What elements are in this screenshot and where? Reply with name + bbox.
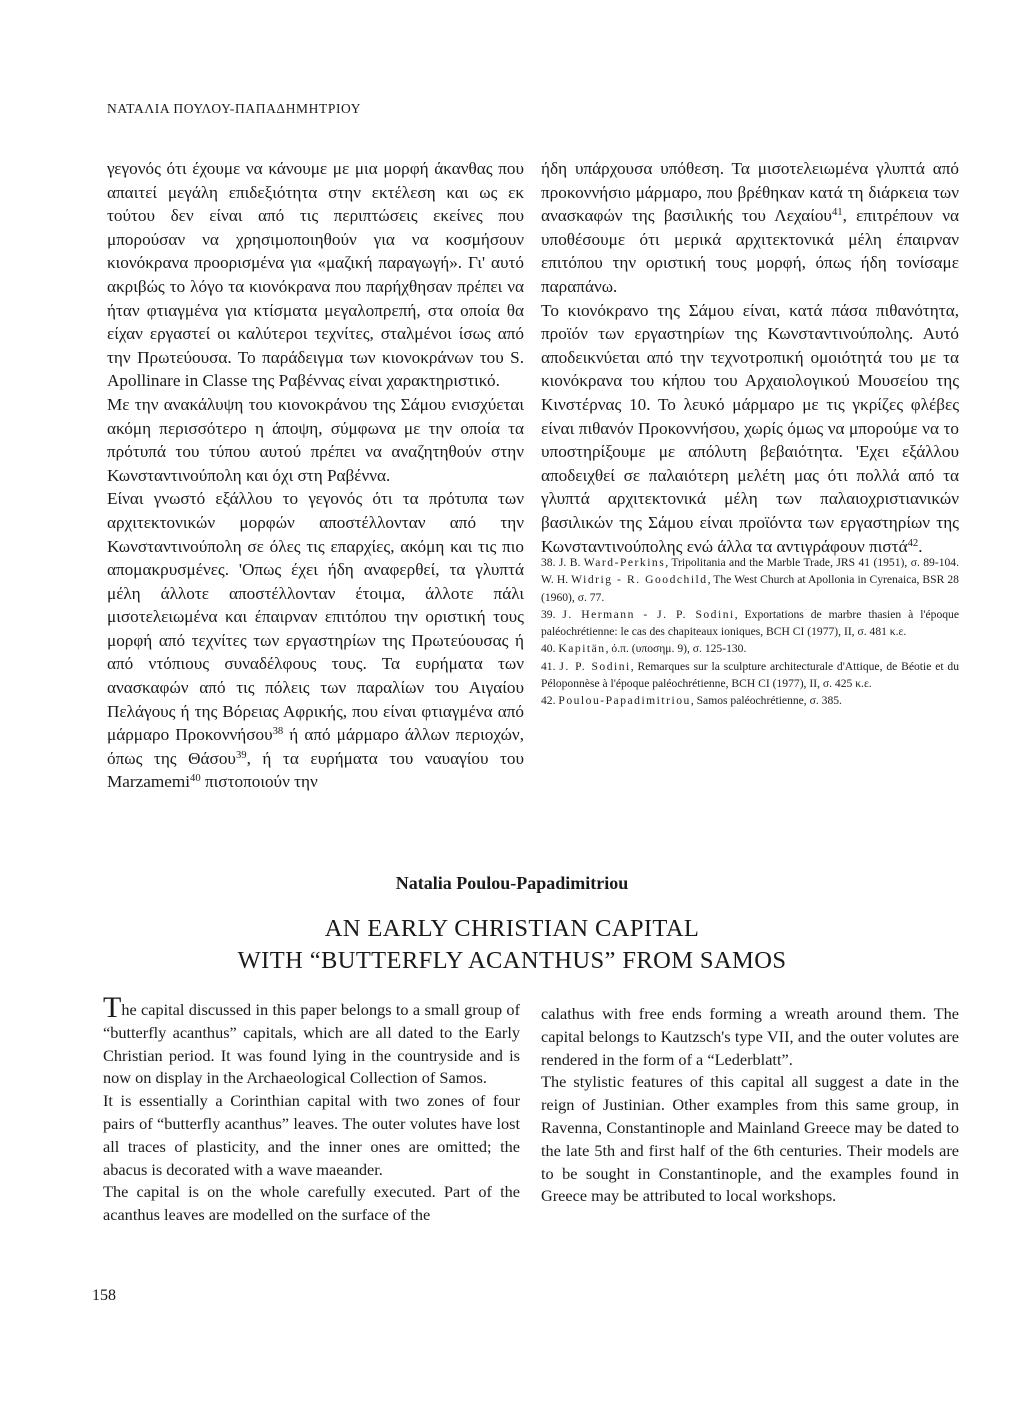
footnote-author: J. P. Sodini <box>559 659 631 673</box>
footnote-text: , Tripolitania and the Marble Trade, JRS 41 (1951), σ. 89-104. W. H. <box>541 556 959 587</box>
greek-paragraph <box>541 157 959 299</box>
greek-text-run: Το κιονόκρανο της Σάμου είναι, κατά πάσα πιθανότητα, προϊόν των εργαστηρίων της Κωνσταντινούπολης. Αυτό αποδεικνύεται από την τεχνοτροπική ομοιότητά του με τα κιονόκρανα του κήπου του Αρχαιολογικού Μουσείου της Κινστέρνας 10. Το λευκό μάρμαρο με τις γκρίζες φλέβες είναι πιθανόν Προκοννήσου, χωρίς όμως να μπορούμε να το υποστηρίξουμε με απόλυτη βεβαιότητα. 'Εχει εξάλλου αποδειχθεί σε παλαιότερη μελέτη μας ότι πολλά από τα γλυπτά αρχιτεκτονικά μέλη των παλαιοχριστιανικών βασιλικών της Σάμου είναι προϊόντα των εργαστηρίων της Κωνσταντινούπολης ενώ άλλα τα αντιγράφουν πιστά <box>541 300 959 556</box>
greek-text-run: ή από μάρμαρο άλλων περιοχών, όπως της Θάσου <box>107 725 525 768</box>
footnote-author: J. Hermann - J. P. Sodini <box>562 607 735 621</box>
greek-paragraph: γεγονός ότι έχουμε να κάνουμε με μια μορφή άκανθας που απαιτεί μεγάλη επιδεξιότητα στην εκτέλεση και ως εκ τούτου δεν είναι από τις περιπτώσεις εκείνες που μπορούσαν να χρησιμοποιηθούν για να κοσμήσουν κιονόκρανα προορισμένα για «μαζική παραγωγή». Γι' αυτό ακριβώς το λόγο τα κιονόκρανα που παρήχθησαν πρέπει να ήταν φτιαγμένα για κτίσματα μεγαλοπρεπή, στα οποία θα είχαν εργαστεί οι καλύτεροι τεχνίτες, σταλμένοι ίσως από την Πρωτεύουσα. Το παράδειγμα των κιονοκράνων του S. Apollinare in Classe της Ραβέννας είναι χαρακτηριστικό. <box>107 159 524 391</box>
footnote-author: Kapitän <box>558 642 606 656</box>
footnote-39 <box>541 606 959 641</box>
footnote-text: , Exportations de marbre thasien à l'époque paléochrétienne: le cas des chapiteaux ioniques, BCH CI (1977), II, σ. 481 κ.ε. <box>541 607 959 639</box>
english-paragraph <box>103 991 520 1090</box>
greek-paragraph <box>541 299 959 559</box>
greek-text-run: . <box>918 536 923 556</box>
english-text-run: he capital discussed in this paper belongs to a small group of “butterfly acanthus” capitals, which are all dated to the Early Christian period. It was found lying in the countryside and is now on display in the Archaeological Collection of Samos. <box>103 1000 520 1088</box>
greek-text-right-column <box>541 157 959 558</box>
english-summary-right-column <box>541 1003 959 1208</box>
footnote-number: 39. <box>541 607 563 621</box>
footnote-number: 41. <box>541 659 560 673</box>
english-paragraph: calathus with free ends forming a wreath around them. The capital belongs to Kautzsch's type VII, and the outer volutes are rendered in the form of a “Lederblatt”. <box>541 1004 959 1069</box>
footnote-text: , ό.π. (υποσημ. 9), σ. 125-130. <box>605 642 747 656</box>
greek-text-run: , επιτρέπουν να υποθέσουμε ότι μερικά αρχιτεκτονικά μέλη έπαιρναν επιτόπου την οριστική τους μορφή, όπως ήδη τονίσαμε παραπάνω. <box>541 206 959 296</box>
footnote-text: , Samos paléochrétienne, σ. 385. <box>690 694 842 708</box>
footnote-number: 38. J. B. <box>541 556 584 569</box>
english-paragraph: It is essentially a Corinthian capital with two zones of four pairs of “butterfly acanthus” leaves. The outer volutes have lost all traces of plasticity, and the inner ones are omitted; the abacus is decorated with a wave maeander. <box>103 1091 520 1179</box>
footnote-ref-39: 39 <box>235 749 247 761</box>
footnote-ref-41: 41 <box>831 207 843 219</box>
summary-author: Natalia Poulou-Papadimitriou <box>395 873 629 893</box>
footnote-41 <box>541 658 959 693</box>
footnote-42 <box>541 692 959 709</box>
footnote-40 <box>541 640 959 657</box>
page-number: 158 <box>92 1287 116 1304</box>
summary-title-line: AN EARLY CHRISTIAN CAPITAL <box>324 915 700 942</box>
footnote-author: Ward-Perkins <box>583 556 666 569</box>
english-paragraph: The stylistic features of this capital all suggest a date in the reign of Justinian. Other examples from this same group, in Ravenna, Constantinople and Mainland Greece may be dated to the late 5th and first half of the 6th centuries. Their models are to be sought in Constantinople, and the examples found in Greece may be attributed to local workshops. <box>541 1072 959 1206</box>
greek-text-run: Είναι γνωστό εξάλλου το γεγονός ότι τα πρότυπα των αρχιτεκτονικών μορφών αποστέλλονταν από την Κωνσταντινούπολη σε όλες τις επαρχίες, ακόμη και τις πιο απομακρυσμένες. 'Οπως έχει ήδη αναφερθεί, τα γλυπτά μέλη άλλοτε αποστέλλονταν έτοιμα, άλλοτε πάλι μισοτελειωμένα και έπαιρναν επιτόπου την οριστική τους μορφή από τεχνίτες των εργαστηρίων της Πρωτεύουσας ή από ντόπιους συναδέλφους τους. Τα ευρήματα των ανασκαφών από τις πόλεις των παραλίων του Αιγαίου Πελάγους ή της Βόρειας Αφρικής, που είναι φτιαγμένα από μάρμαρο Προκοννήσου <box>107 489 524 745</box>
english-paragraph: The capital is on the whole carefully executed. Part of the acanthus leaves are modelled on the surface of the <box>103 1182 520 1225</box>
footnote-number: 42. <box>541 694 559 708</box>
footnote-ref-38: 38 <box>272 726 284 738</box>
footnote-ref-42: 42 <box>907 537 919 549</box>
english-summary-left-column <box>103 991 520 1227</box>
greek-text-left-column <box>107 157 524 794</box>
greek-paragraph <box>107 487 524 794</box>
footnote-ref-40: 40 <box>190 773 201 785</box>
greek-text-run: ήδη υπάρχουσα υπόθεση. Τα μισοτελειωμένα γλυπτά από προκοννήσιο μάρμαρο, που βρέθηκαν κατά τη διάρκεια των ανασκαφών της βασιλικής του Λεχαίου <box>541 159 959 226</box>
summary-title-line: WITH “BUTTERFLY ACANTHUS” FROM SAMOS <box>237 947 787 974</box>
drop-cap: T <box>103 991 122 1024</box>
greek-text-run: πιστοποιούν την <box>200 772 318 792</box>
footnote-38 <box>541 554 959 606</box>
footnote-author: Widrig - R. Goodchild <box>571 573 708 587</box>
greek-paragraph: Με την ανακάλυψη του κιονοκράνου της Σάμου ενισχύεται ακόμη περισσότερο η άποψη, σύμφωνα με την οποία τα πρότυπά του τύπου αυτού πρέπει να αναζητηθούν στην Κωνσταντινούπολη και όχι στη Ραβέννα. <box>107 394 524 485</box>
running-head: ΝΑΤΑΛΙΑ ΠΟΥΛΟΥ-ΠΑΠΑΔΗΜΗΤΡΙΟΥ <box>107 101 362 116</box>
footnote-author: Poulou-Papadimitriou <box>558 694 691 708</box>
footnotes <box>541 554 959 710</box>
footnote-number: 40. <box>541 642 559 656</box>
greek-text-run: , ή τα ευρήματα του ναυαγίου του Marzamemi <box>107 748 524 792</box>
footnote-text: , Remarques sur la sculpture architecturale d'Attique, de Béotie et du Péloponnèse à l'époque paléochrétienne, BCH CI (1977), II, σ. 425 κ.ε. <box>541 659 959 691</box>
footnote-text: , The West Church at Apollonia in Cyrenaica, BSR 28 (1960), σ. 77. <box>541 573 959 604</box>
summary-title <box>0 913 1024 977</box>
